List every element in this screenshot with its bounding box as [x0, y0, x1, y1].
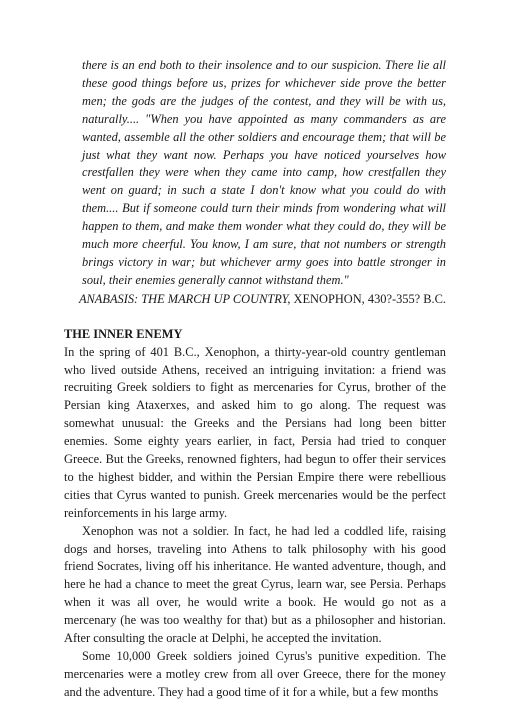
body-paragraph: Xenophon was not a soldier. In fact, he had led a coddled life, raising dogs and horses, traveling into Athens to talk philosophy with his good friend Socrates, living off his inheritance. He wanted adventure, though, and here he had a chance to meet the great Cyrus, learn war, see Persia. Perhaps when it was all over, he would write a book. He would go not as a mercenary (he was too wealthy for that) but as a philosopher and historian. After consulting the oracle at Delphi, he accepted the invitation. [64, 523, 446, 646]
section-heading: THE INNER ENEMY [64, 326, 183, 341]
page-body [64, 57, 446, 702]
attribution-author: XENOPHON, 430?-355? B.C. [290, 291, 446, 306]
epigraph-quote: there is an end both to their insolence and to our suspicion. There lie all these good things before us, prizes for whichever side prove the better men; the gods are the judges of the contest, and they will be with us, naturally.... "When you have appointed as many commanders as are wanted, assemble all the other soldiers and encourage them; that will be just what they want now. Perhaps you have noticed yourselves how crestfallen they were when they came into camp, how crestfallen they went on guard; in such a state I don't know what you could do with them.... But if someone could turn their minds from wondering what will happen to them, and make them wonder what they could do, they will be much more cheerful. You know, I am sure, that not numbers or strength brings victory in war; but whichever army goes into battle stronger in soul, their enemies generally cannot withstand them." [82, 58, 446, 287]
epigraph-attribution [64, 291, 446, 309]
body-paragraph: Some 10,000 Greek soldiers joined Cyrus's punitive expedition. The mercenaries were a motley crew from all over Greece, there for the money and the adventure. They had a good time of it for a while, but a few months [64, 649, 446, 699]
attribution-work-title: ANABASIS: THE MARCH UP COUNTRY, [78, 291, 291, 306]
body-paragraph: In the spring of 401 B.C., Xenophon, a thirty-year-old country gentleman who lived outside Athens, received an intriguing invitation: a friend was recruiting Greek soldiers to fight as mercenaries for Cyrus, brother of the Persian king Ataxerxes, and asked him to go along. The request was somewhat unusual: the Greeks and the Persians had long been bitter enemies. Some eighty years earlier, in fact, Persia had tried to conquer Greece. But the Greeks, renowned fighters, had begun to offer their services to the highest bidder, and within the Persian Empire there were rebellious cities that Cyrus wanted to punish. Greek mercenaries would be the perfect reinforcements in his large army. [64, 344, 446, 520]
